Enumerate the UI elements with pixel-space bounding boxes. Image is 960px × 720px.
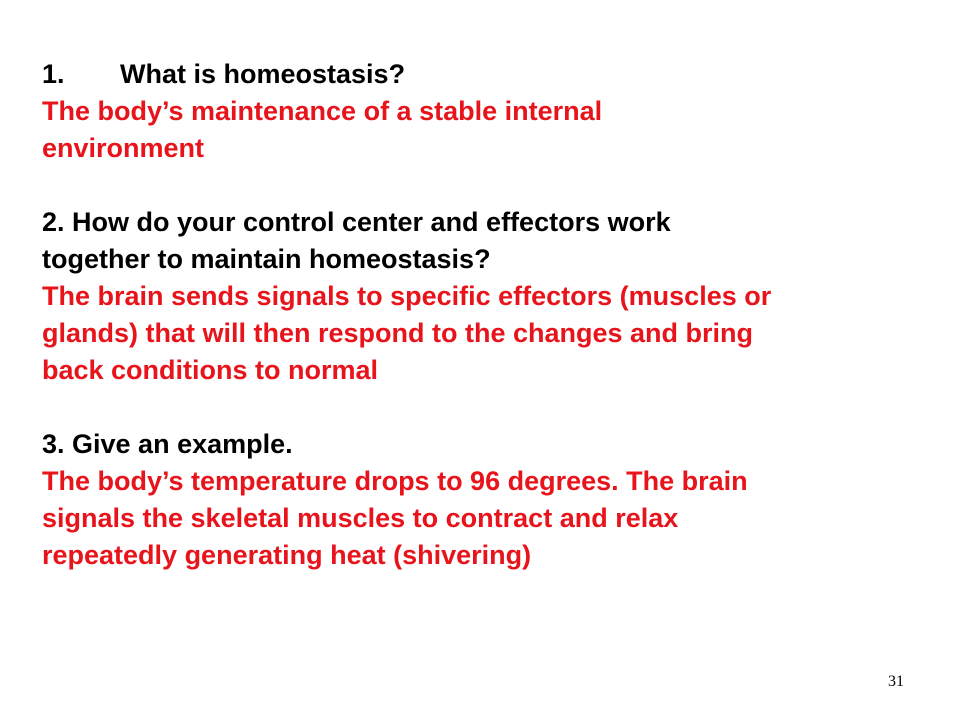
- question-1-text: What is homeostasis?: [120, 59, 406, 89]
- answer-3-line-1: The body’s temperature drops to 96 degrees. The brain: [42, 466, 748, 496]
- question-3: 3. Give an example.: [42, 429, 293, 459]
- answer-3-line-2: signals the skeletal muscles to contract and relax: [42, 503, 679, 533]
- answer-2-line-3: back conditions to normal: [42, 355, 379, 385]
- page-number: 31: [888, 673, 904, 690]
- spacer: [42, 389, 922, 426]
- question-2-line-1: 2. How do your control center and effectors work: [42, 207, 671, 237]
- answer-1-line-1: The body’s maintenance of a stable internal: [42, 96, 603, 126]
- answer-3-line-3: repeatedly generating heat (shivering): [42, 540, 532, 570]
- spacer: [42, 167, 922, 204]
- answer-1-line-2: environment: [42, 133, 205, 163]
- question-1: [42, 56, 922, 93]
- answer-2-line-2: glands) that will then respond to the changes and bring: [42, 318, 754, 348]
- slide-content: [42, 56, 922, 574]
- question-1-number: 1.: [42, 59, 65, 89]
- question-2-line-2: together to maintain homeostasis?: [42, 244, 491, 274]
- answer-2-line-1: The brain sends signals to specific effectors (muscles or: [42, 281, 772, 311]
